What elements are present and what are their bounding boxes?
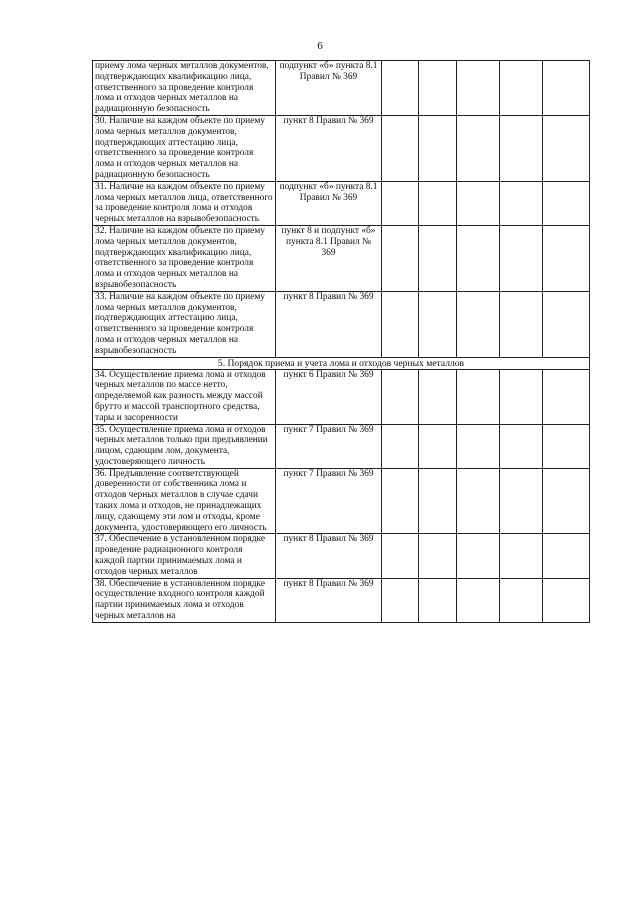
legal-reference-cell: пункт 8 Правил № 369	[276, 291, 382, 357]
answer-cell	[419, 225, 457, 291]
answer-cell	[457, 468, 500, 534]
legal-reference-cell: пункт 8 Правил № 369	[276, 115, 382, 181]
answer-cell	[457, 181, 500, 225]
requirement-cell: 35. Осуществление приема лома и отходов черных металлов только при предъявлении лицом, сдающим лом, документа, удостоверяющего личность	[93, 424, 276, 468]
table-row	[93, 61, 590, 116]
answer-cell	[457, 61, 500, 116]
requirement-cell: 37. Обеспечение в установленном порядке проведение радиационного контроля каждой партии принимаемых лома и отходов черных металлов	[93, 534, 276, 578]
table-row	[93, 115, 590, 181]
legal-reference-cell: пункт 6 Правил № 369	[276, 369, 382, 424]
requirement-cell: 32. Наличие на каждом объекте по приему лома черных металлов документов, подтверждающих квалификацию лица, ответственного за проведение контроля лома и отходов черных металлов на взрывобезопасность	[93, 225, 276, 291]
answer-cell	[543, 468, 590, 534]
legal-reference-cell: пункт 8 Правил № 369	[276, 534, 382, 578]
answer-cell	[500, 291, 543, 357]
table-row	[93, 225, 590, 291]
section-row	[93, 357, 590, 369]
answer-cell	[382, 291, 419, 357]
answer-cell	[500, 424, 543, 468]
answer-cell	[419, 424, 457, 468]
requirement-cell: 33. Наличие на каждом объекте по приему лома черных металлов документов, подтверждающих аттестацию лица, ответственного за проведение контроля лома и отходов черных металлов на взрывобезопасность	[93, 291, 276, 357]
answer-cell	[543, 369, 590, 424]
table-row	[93, 291, 590, 357]
answer-cell	[419, 291, 457, 357]
requirement-cell: 38. Обеспечение в установленном порядке осуществление входного контроля каждой партии принимаемых лома и отходов черных металлов на	[93, 578, 276, 622]
table-row	[93, 578, 590, 622]
answer-cell	[419, 534, 457, 578]
answer-cell	[457, 369, 500, 424]
answer-cell	[382, 181, 419, 225]
answer-cell	[382, 369, 419, 424]
answer-cell	[543, 181, 590, 225]
answer-cell	[543, 424, 590, 468]
checklist-table-body	[93, 61, 590, 623]
legal-reference-cell: пункт 8 Правил № 369	[276, 578, 382, 622]
answer-cell	[382, 424, 419, 468]
requirement-cell: 36. Предъявление соответствующей доверенности от собственника лома и отходов черных металлов в случае сдачи таких лома и отходов, не принадлежащих лицу, сдающему эти лом и отходы, кроме документа, удостоверяющего его личность	[93, 468, 276, 534]
answer-cell	[500, 369, 543, 424]
answer-cell	[382, 468, 419, 534]
legal-reference-cell: подпункт «б» пункта 8.1 Правил № 369	[276, 61, 382, 116]
legal-reference-cell: пункт 7 Правил № 369	[276, 424, 382, 468]
answer-cell	[500, 578, 543, 622]
checklist-table	[92, 60, 590, 623]
table-row	[93, 424, 590, 468]
answer-cell	[419, 115, 457, 181]
requirement-cell: 30. Наличие на каждом объекте по приему лома черных металлов документов, подтверждающих аттестацию лица, ответственного за проведение контроля лома и отходов черных металлов на радиационную безопасность	[93, 115, 276, 181]
answer-cell	[419, 468, 457, 534]
answer-cell	[457, 225, 500, 291]
answer-cell	[500, 534, 543, 578]
answer-cell	[457, 534, 500, 578]
answer-cell	[457, 291, 500, 357]
answer-cell	[382, 578, 419, 622]
legal-reference-cell: подпункт «б» пункта 8.1 Правил № 369	[276, 181, 382, 225]
answer-cell	[419, 369, 457, 424]
section-title: 5. Порядок приема и учета лома и отходов черных металлов	[93, 357, 590, 369]
table-row	[93, 181, 590, 225]
table-row	[93, 468, 590, 534]
requirement-cell: 31. Наличие на каждом объекте по приему лома черных металлов лица, ответственного за проведение контроля лома и отходов черных металлов на взрывобезопасность	[93, 181, 276, 225]
table-row	[93, 369, 590, 424]
answer-cell	[543, 291, 590, 357]
legal-reference-cell: пункт 8 и подпункт «б» пункта 8.1 Правил № 369	[276, 225, 382, 291]
answer-cell	[382, 534, 419, 578]
legal-reference-cell: пункт 7 Правил № 369	[276, 468, 382, 534]
answer-cell	[382, 61, 419, 116]
answer-cell	[543, 578, 590, 622]
requirement-cell: 34. Осуществление приема лома и отходов черных металлов по массе нетто, определяемой как разность между массой брутто и массой транспортного средства, тары и засоренности	[93, 369, 276, 424]
answer-cell	[500, 61, 543, 116]
answer-cell	[419, 181, 457, 225]
answer-cell	[457, 424, 500, 468]
table-row	[93, 534, 590, 578]
page-number: 6	[317, 40, 323, 52]
answer-cell	[382, 225, 419, 291]
answer-cell	[500, 115, 543, 181]
answer-cell	[457, 115, 500, 181]
answer-cell	[543, 115, 590, 181]
answer-cell	[543, 534, 590, 578]
answer-cell	[419, 578, 457, 622]
answer-cell	[457, 578, 500, 622]
answer-cell	[500, 181, 543, 225]
answer-cell	[419, 61, 457, 116]
answer-cell	[382, 115, 419, 181]
answer-cell	[543, 61, 590, 116]
requirement-cell: приему лома черных металлов документов, подтверждающих квалификацию лица, ответственного за проведение контроля лома и отходов черных металлов на радиационную безопасность	[93, 61, 276, 116]
answer-cell	[500, 225, 543, 291]
answer-cell	[543, 225, 590, 291]
answer-cell	[500, 468, 543, 534]
